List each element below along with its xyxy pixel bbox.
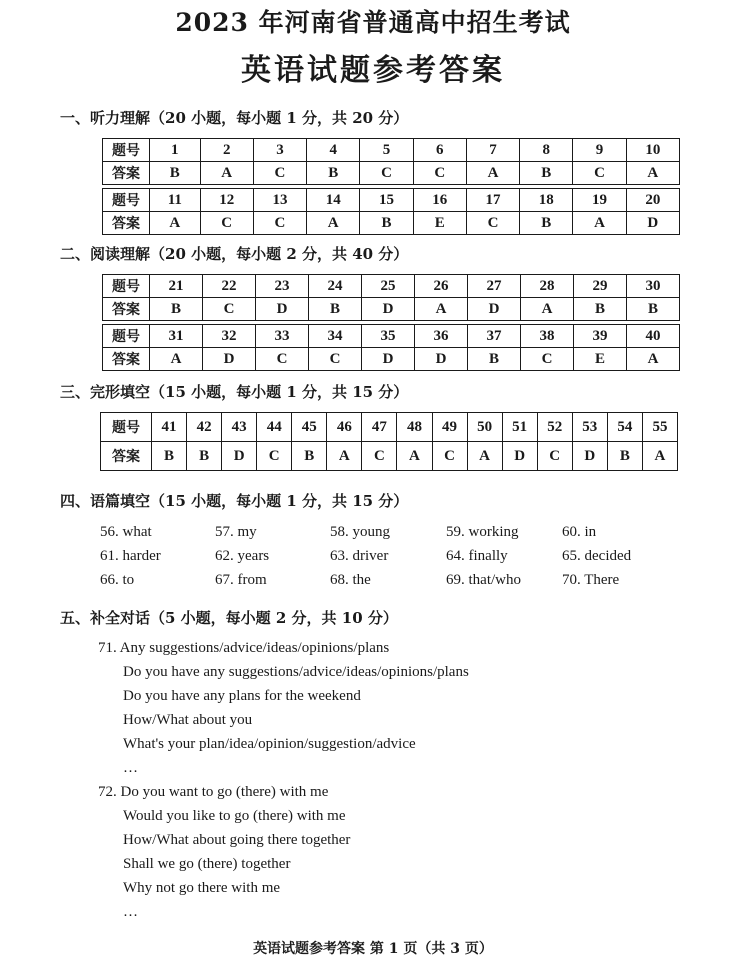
fill-answer-item: 57. my bbox=[215, 524, 257, 540]
reading-answer-table bbox=[102, 274, 680, 371]
answer-row bbox=[103, 348, 680, 371]
answer-cell: A bbox=[150, 348, 203, 371]
dialogue-alternative-answer: How/What about you bbox=[123, 712, 253, 728]
question-number-label: 题号 bbox=[103, 139, 150, 162]
answer-cell: B bbox=[468, 348, 521, 371]
answer-cell: E bbox=[574, 348, 627, 371]
question-number-cell: 12 bbox=[200, 189, 253, 212]
fill-answer-item: 69. that/who bbox=[446, 572, 521, 588]
page-footer: 英语试题参考答案 第 1 页（共 3 页） bbox=[253, 941, 493, 957]
exam-title: 2023 年河南省普通高中招生考试 bbox=[175, 8, 571, 37]
dialogue-alternative-answer: … bbox=[123, 904, 138, 920]
answer-cell: C bbox=[257, 442, 292, 471]
answer-cell: C bbox=[466, 212, 519, 235]
question-number-cell: 26 bbox=[415, 275, 468, 298]
question-number-cell: 52 bbox=[537, 413, 572, 442]
answer-row bbox=[101, 442, 678, 471]
answer-cell: B bbox=[360, 212, 413, 235]
answer-cell: C bbox=[432, 442, 467, 471]
answer-cell: A bbox=[327, 442, 362, 471]
answer-cell: B bbox=[187, 442, 222, 471]
fill-answer-item: 61. harder bbox=[100, 548, 161, 564]
answer-label: 答案 bbox=[103, 348, 150, 371]
section-listening-heading: 一、听力理解（20 小题，每小题 1 分，共 20 分） bbox=[60, 109, 409, 127]
answer-cell: D bbox=[362, 348, 415, 371]
fill-answer-item: 63. driver bbox=[330, 548, 389, 564]
question-number-cell: 13 bbox=[253, 189, 306, 212]
question-number-cell: 35 bbox=[362, 325, 415, 348]
answer-cell: A bbox=[626, 162, 679, 185]
answer-cell: C bbox=[537, 442, 572, 471]
dialogue-alternative-answer: Do you have any suggestions/advice/ideas/opinions/plans bbox=[123, 664, 469, 680]
answer-cell: B bbox=[152, 442, 187, 471]
answer-cell: D bbox=[415, 348, 468, 371]
question-number-cell: 17 bbox=[466, 189, 519, 212]
answer-label: 答案 bbox=[101, 442, 152, 471]
question-number-row bbox=[103, 325, 680, 348]
document-title: 英语试题参考答案 bbox=[241, 53, 505, 88]
question-number-cell: 42 bbox=[187, 413, 222, 442]
answer-cell: C bbox=[573, 162, 626, 185]
answer-cell: D bbox=[572, 442, 607, 471]
section-passage-fill-heading: 四、语篇填空（15 小题，每小题 1 分，共 15 分） bbox=[60, 492, 409, 510]
question-number-cell: 53 bbox=[572, 413, 607, 442]
fill-answer-item: 67. from bbox=[215, 572, 267, 588]
question-number-cell: 45 bbox=[292, 413, 327, 442]
answer-cell: A bbox=[150, 212, 201, 235]
question-number-cell: 4 bbox=[307, 139, 360, 162]
fill-answer-item: 56. what bbox=[100, 524, 152, 540]
question-number-cell: 49 bbox=[432, 413, 467, 442]
answer-cell: A bbox=[397, 442, 432, 471]
dialogue-alternative-answer: What's your plan/idea/opinion/suggestion/advice bbox=[123, 736, 416, 752]
answer-label: 答案 bbox=[103, 212, 150, 235]
dialogue-question-first-answer: 72. Do you want to go (there) with me bbox=[98, 784, 329, 800]
question-number-cell: 30 bbox=[627, 275, 680, 298]
answer-cell: A bbox=[467, 442, 502, 471]
question-number-cell: 9 bbox=[573, 139, 626, 162]
question-number-row bbox=[103, 189, 680, 212]
answer-cell: A bbox=[627, 348, 680, 371]
dialogue-question-first-answer: 71. Any suggestions/advice/ideas/opinions/plans bbox=[98, 640, 390, 656]
question-number-cell: 16 bbox=[413, 189, 466, 212]
answer-cell: C bbox=[203, 298, 256, 321]
question-number-cell: 29 bbox=[574, 275, 627, 298]
answer-cell: B bbox=[150, 298, 203, 321]
answer-cell: B bbox=[627, 298, 680, 321]
answer-row bbox=[103, 212, 680, 235]
answer-cell: C bbox=[309, 348, 362, 371]
question-number-cell: 27 bbox=[468, 275, 521, 298]
question-number-cell: 19 bbox=[573, 189, 626, 212]
question-number-cell: 5 bbox=[360, 139, 413, 162]
question-number-label: 题号 bbox=[103, 189, 150, 212]
answer-cell: B bbox=[520, 212, 573, 235]
answer-label: 答案 bbox=[103, 298, 150, 321]
answer-cell: D bbox=[468, 298, 521, 321]
answer-cell: C bbox=[256, 348, 309, 371]
question-number-row bbox=[103, 275, 680, 298]
dialogue-alternative-answer: … bbox=[123, 760, 138, 776]
question-number-cell: 10 bbox=[626, 139, 679, 162]
question-number-cell: 33 bbox=[256, 325, 309, 348]
question-number-cell: 55 bbox=[642, 413, 677, 442]
answer-row bbox=[103, 162, 680, 185]
fill-answer-item: 70. There bbox=[562, 572, 620, 588]
fill-answer-item: 62. years bbox=[215, 548, 270, 564]
question-number-cell: 18 bbox=[520, 189, 573, 212]
dialogue-alternative-answer: How/What about going there together bbox=[123, 832, 351, 848]
question-number-cell: 34 bbox=[309, 325, 362, 348]
question-number-cell: 25 bbox=[362, 275, 415, 298]
answer-cell: A bbox=[415, 298, 468, 321]
question-number-row bbox=[103, 139, 680, 162]
fill-answer-item: 59. working bbox=[446, 524, 519, 540]
answer-cell: A bbox=[642, 442, 677, 471]
section-reading-heading: 二、阅读理解（20 小题，每小题 2 分，共 40 分） bbox=[60, 245, 409, 263]
answer-cell: C bbox=[253, 212, 306, 235]
question-number-cell: 28 bbox=[521, 275, 574, 298]
question-number-cell: 21 bbox=[150, 275, 203, 298]
answer-cell: C bbox=[413, 162, 466, 185]
answer-cell: C bbox=[253, 162, 306, 185]
fill-answer-item: 66. to bbox=[100, 572, 135, 588]
question-number-label: 题号 bbox=[103, 275, 150, 298]
question-number-cell: 1 bbox=[150, 139, 201, 162]
fill-answer-item: 58. young bbox=[330, 524, 390, 540]
answer-cell: A bbox=[307, 212, 360, 235]
dialogue-alternative-answer: Would you like to go (there) with me bbox=[123, 808, 346, 824]
fill-answer-item: 64. finally bbox=[446, 548, 508, 564]
answer-cell: D bbox=[222, 442, 257, 471]
answer-cell: B bbox=[520, 162, 573, 185]
answer-label: 答案 bbox=[103, 162, 150, 185]
answer-cell: E bbox=[413, 212, 466, 235]
question-number-cell: 11 bbox=[150, 189, 201, 212]
question-number-cell: 44 bbox=[257, 413, 292, 442]
question-number-cell: 15 bbox=[360, 189, 413, 212]
answer-cell: D bbox=[362, 298, 415, 321]
question-number-cell: 37 bbox=[468, 325, 521, 348]
question-number-cell: 23 bbox=[256, 275, 309, 298]
answer-cell: A bbox=[466, 162, 519, 185]
question-number-cell: 50 bbox=[467, 413, 502, 442]
question-number-row bbox=[101, 413, 678, 442]
answer-cell: C bbox=[200, 212, 253, 235]
answer-cell: B bbox=[309, 298, 362, 321]
cloze-answer-table bbox=[100, 412, 678, 471]
section-cloze-heading: 三、完形填空（15 小题，每小题 1 分，共 15 分） bbox=[60, 383, 409, 401]
question-number-cell: 14 bbox=[307, 189, 360, 212]
answer-cell: D bbox=[256, 298, 309, 321]
question-number-cell: 38 bbox=[521, 325, 574, 348]
answer-cell: B bbox=[574, 298, 627, 321]
question-number-label: 题号 bbox=[101, 413, 152, 442]
answer-cell: D bbox=[203, 348, 256, 371]
question-number-cell: 6 bbox=[413, 139, 466, 162]
section-dialogue-heading: 五、补全对话（5 小题，每小题 2 分，共 10 分） bbox=[60, 609, 398, 627]
answer-cell: B bbox=[292, 442, 327, 471]
answer-cell: B bbox=[150, 162, 201, 185]
listening-answer-table bbox=[102, 138, 680, 235]
fill-answer-item: 65. decided bbox=[562, 548, 632, 564]
answer-cell: B bbox=[307, 162, 360, 185]
question-number-cell: 36 bbox=[415, 325, 468, 348]
answer-cell: C bbox=[360, 162, 413, 185]
question-number-cell: 31 bbox=[150, 325, 203, 348]
question-number-cell: 40 bbox=[627, 325, 680, 348]
question-number-cell: 8 bbox=[520, 139, 573, 162]
question-number-cell: 43 bbox=[222, 413, 257, 442]
answer-cell: C bbox=[521, 348, 574, 371]
question-number-cell: 2 bbox=[200, 139, 253, 162]
answer-cell: D bbox=[626, 212, 679, 235]
fill-answer-item: 60. in bbox=[562, 524, 597, 540]
answer-cell: B bbox=[607, 442, 642, 471]
question-number-cell: 3 bbox=[253, 139, 306, 162]
question-number-cell: 51 bbox=[502, 413, 537, 442]
question-number-cell: 48 bbox=[397, 413, 432, 442]
answer-cell: A bbox=[573, 212, 626, 235]
question-number-cell: 39 bbox=[574, 325, 627, 348]
question-number-cell: 41 bbox=[152, 413, 187, 442]
dialogue-alternative-answer: Shall we go (there) together bbox=[123, 856, 291, 872]
question-number-cell: 20 bbox=[626, 189, 679, 212]
question-number-cell: 47 bbox=[362, 413, 397, 442]
fill-answer-item: 68. the bbox=[330, 572, 371, 588]
answer-cell: D bbox=[502, 442, 537, 471]
answer-cell: A bbox=[200, 162, 253, 185]
question-number-cell: 54 bbox=[607, 413, 642, 442]
dialogue-alternative-answer: Do you have any plans for the weekend bbox=[123, 688, 361, 704]
question-number-cell: 7 bbox=[466, 139, 519, 162]
question-number-cell: 24 bbox=[309, 275, 362, 298]
question-number-label: 题号 bbox=[103, 325, 150, 348]
answer-cell: A bbox=[521, 298, 574, 321]
dialogue-alternative-answer: Why not go there with me bbox=[123, 880, 281, 896]
question-number-cell: 32 bbox=[203, 325, 256, 348]
question-number-cell: 46 bbox=[327, 413, 362, 442]
answer-row bbox=[103, 298, 680, 321]
question-number-cell: 22 bbox=[203, 275, 256, 298]
answer-cell: C bbox=[362, 442, 397, 471]
